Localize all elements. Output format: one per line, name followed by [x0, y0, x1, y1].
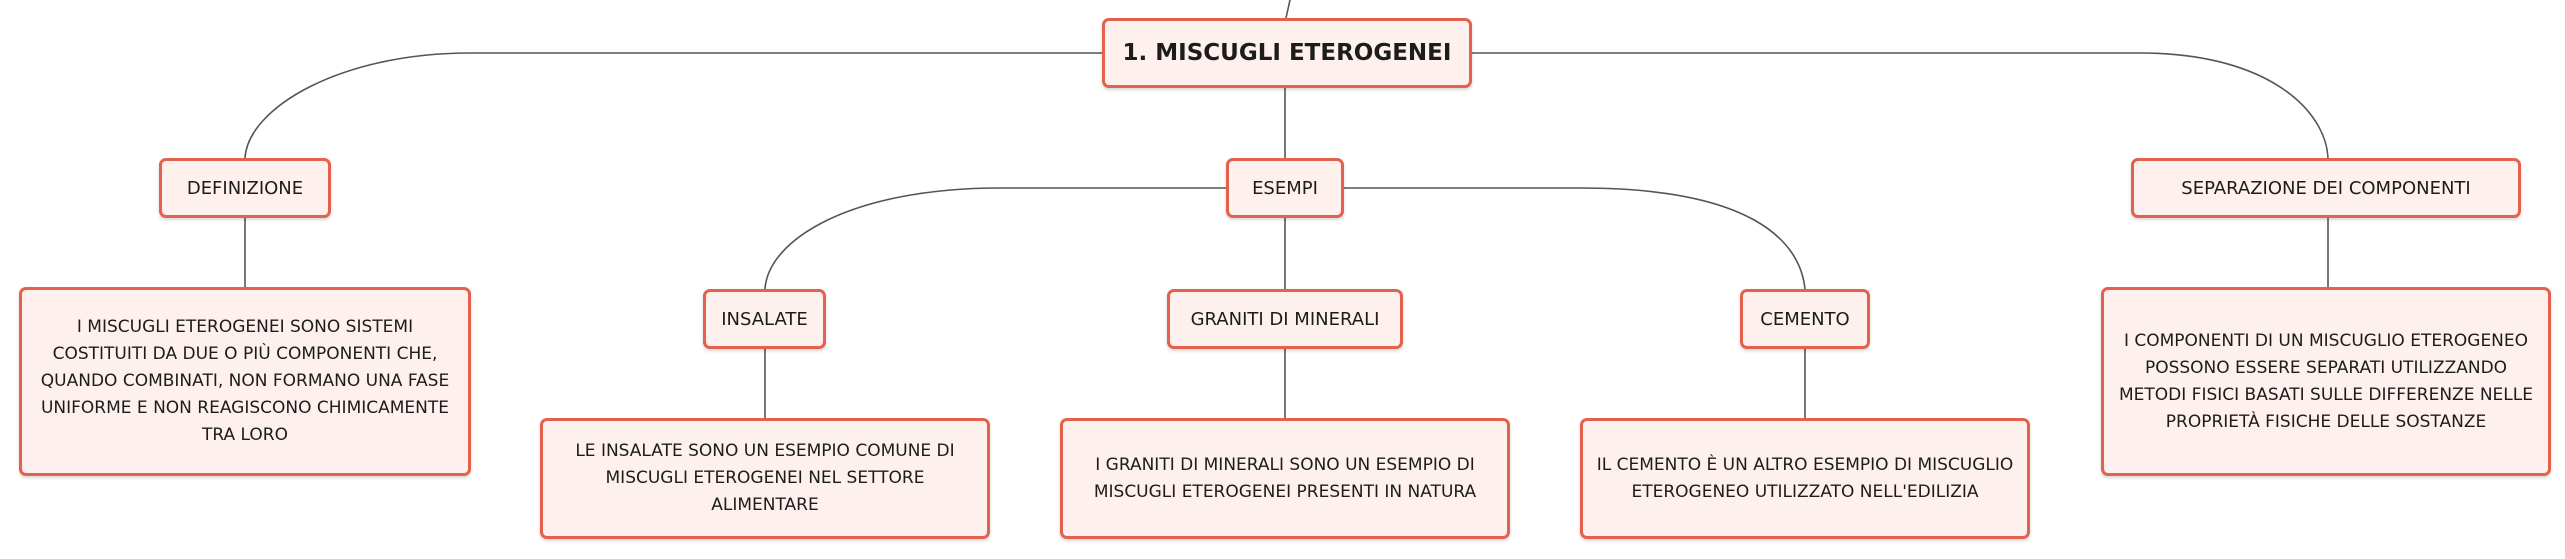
separation-text-node[interactable]	[2101, 287, 2551, 476]
root-node[interactable]	[1102, 18, 1472, 88]
definition-text: I MISCUGLI ETEROGENEI SONO SISTEMI COSTITUITI DA DUE O PIÙ COMPONENTI CHE, QUANDO COMBINATI, NON FORMANO UNA FASE UNIFORME E NON REAGISCONO CHIMICAMENTE TRA LORO	[40, 317, 450, 445]
example-cemento-text: IL CEMENTO È UN ALTRO ESEMPIO DI MISCUGLIO ETEROGENEO UTILIZZATO NELL'EDILIZIA	[1596, 454, 2014, 502]
examples-label: ESEMPI	[1252, 177, 1318, 199]
examples-node[interactable]	[1226, 158, 1344, 218]
definition-text-node[interactable]	[19, 287, 471, 476]
root-label: 1. MISCUGLI ETEROGENEI	[1122, 40, 1452, 66]
example-cemento-node[interactable]	[1740, 289, 1870, 349]
example-insalate-node[interactable]	[703, 289, 826, 349]
example-cemento-text-node[interactable]	[1580, 418, 2030, 539]
example-insalate-text-node[interactable]	[540, 418, 990, 539]
separation-text: I COMPONENTI DI UN MISCUGLIO ETEROGENEO POSSONO ESSERE SEPARATI UTILIZZANDO METODI FISICI BASATI SULLE DIFFERENZE NELLE PROPRIETÀ FISICHE DELLE SOSTANZE	[2118, 330, 2533, 432]
example-insalate-text: LE INSALATE SONO UN ESEMPIO COMUNE DI MISCUGLI ETEROGENEI NEL SETTORE ALIMENTARE	[575, 441, 955, 515]
example-graniti-text-node[interactable]	[1060, 418, 1510, 539]
definition-label: DEFINIZIONE	[186, 177, 304, 199]
separation-node[interactable]	[2131, 158, 2521, 218]
example-graniti-node[interactable]	[1167, 289, 1403, 349]
example-graniti-text: I GRANITI DI MINERALI SONO UN ESEMPIO DI MISCUGLI ETEROGENEI PRESENTI IN NATURA	[1093, 454, 1477, 502]
definition-node[interactable]	[159, 158, 331, 218]
example-cemento-label: CEMENTO	[1760, 308, 1850, 330]
example-graniti-label: GRANITI DI MINERALI	[1190, 308, 1380, 330]
example-insalate-label: INSALATE	[721, 308, 808, 330]
separation-label: SEPARAZIONE DEI COMPONENTI	[2181, 177, 2471, 199]
